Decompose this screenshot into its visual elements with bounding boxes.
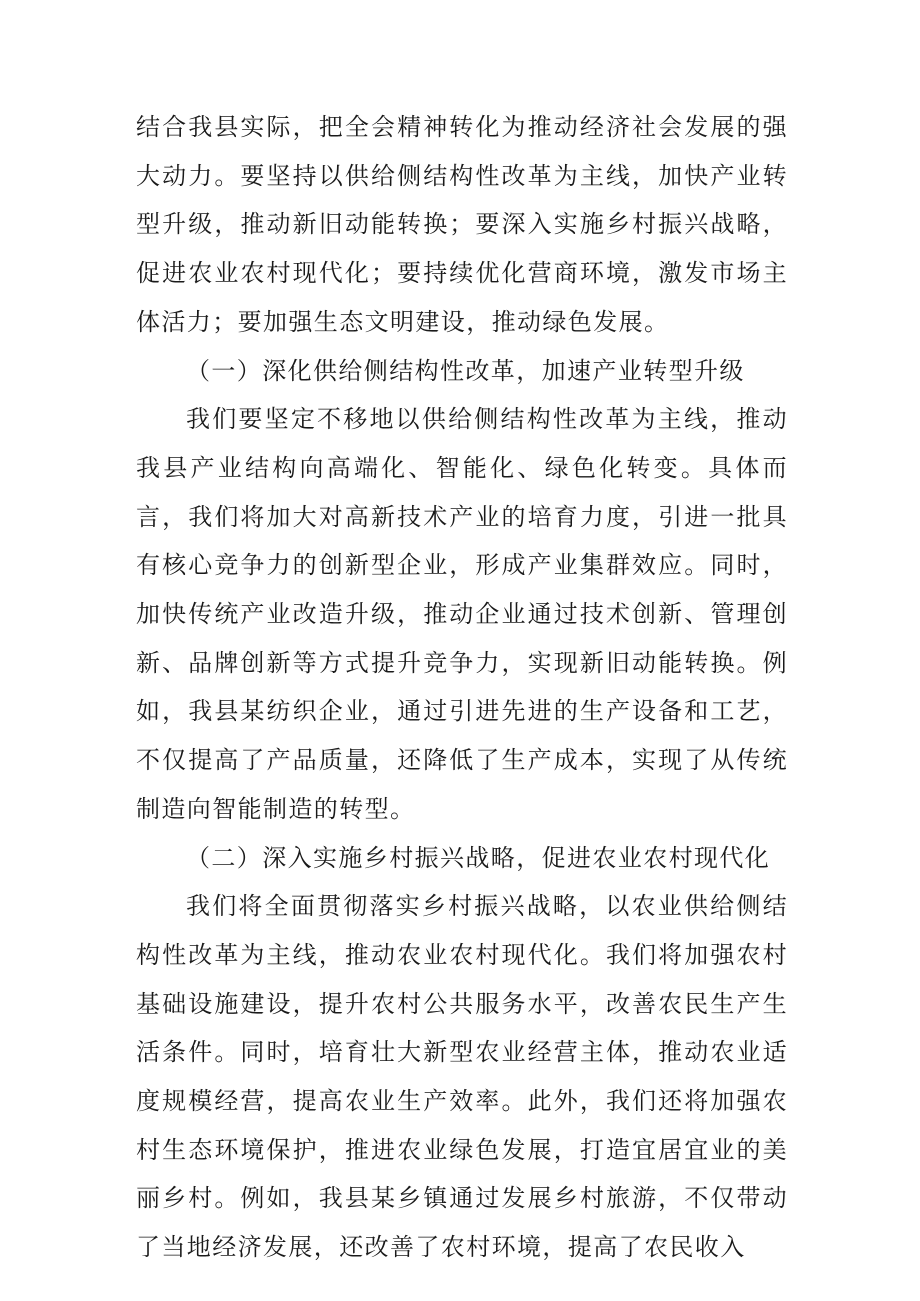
paragraph-intro-continued: 结合我县实际，把全会精神转化为推动经济社会发展的强大动力。要坚持以供给侧结构性改革为主线，加快产业转型升级，推动新旧动能转换；要深入实施乡村振兴战略，促进农业农村现代化；要持续优化营商环境，激发市场主体活力；要加强生态文明建设，推动绿色发展。 (136, 113, 788, 336)
document-body (136, 103, 788, 1272)
section-heading-one: （一）深化供给侧结构性改革，加速产业转型升级 (186, 356, 745, 385)
paragraph-supply-side-reform: 我们要坚定不移地以供给侧结构性改革为主线，推动我县产业结构向高端化、智能化、绿色化转变。具体而言，我们将加大对高新技术产业的培育力度，引进一批具有核心竞争力的创新型企业，形成产业集群效应。同时，加快传统产业改造升级，推动企业通过技术创新、管理创新、品牌创新等方式提升竞争力，实现新旧动能转换。例如，我县某纺织企业，通过引进先进的生产设备和工艺，不仅提高了产品质量，还降低了生产成本，实现了从传统制造向智能制造的转型。 (136, 405, 788, 823)
paragraph-rural-revitalization: 我们将全面贯彻落实乡村振兴战略，以农业供给侧结构性改革为主线，推动农业农村现代化。我们将加强农村基础设施建设，提升农村公共服务水平，改善农民生产生活条件。同时，培育壮大新型农业经营主体，推动农业适度规模经营，提高农业生产效率。此外，我们还将加强农村生态环境保护，推进农业绿色发展，打造宜居宜业的美丽乡村。例如，我县某乡镇通过发展乡村旅游，不仅带动了当地经济发展，还改善了农村环境，提高了农民收入 (136, 892, 788, 1262)
section-heading-two: （二）深入实施乡村振兴战略，促进农业农村现代化 (186, 843, 771, 872)
